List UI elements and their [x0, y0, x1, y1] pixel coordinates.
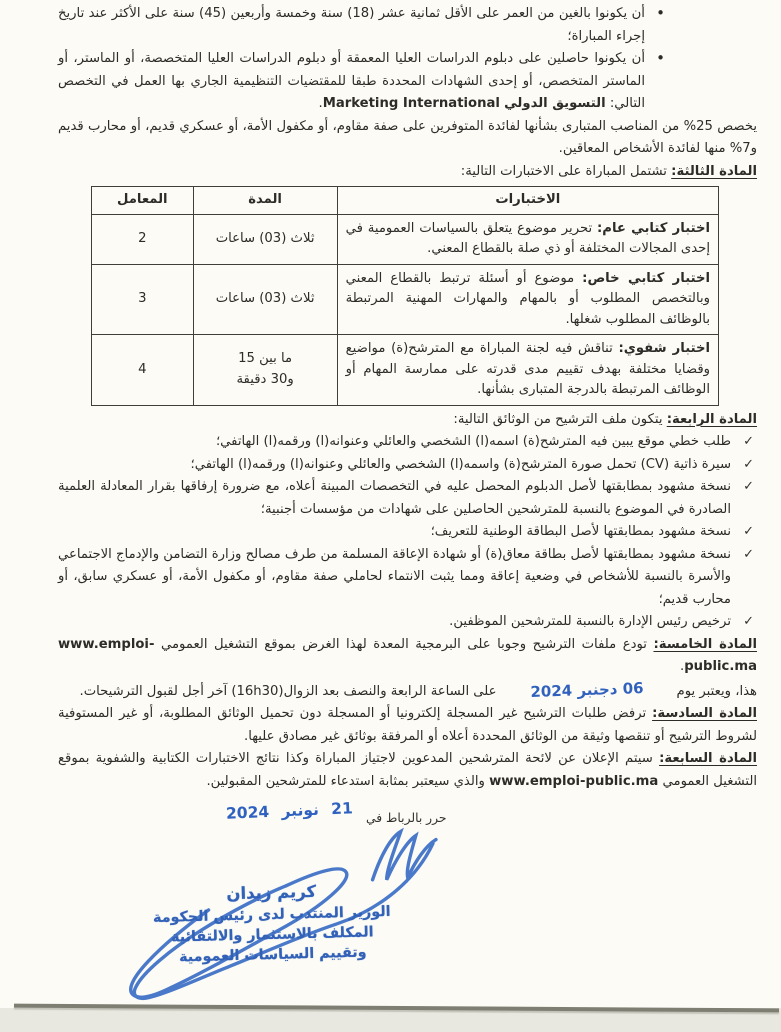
- deadline-post-text: على الساعة الرابعة والنصف بعد الزوال(16h30) آخر أجل لقبول الترشيحات.: [79, 683, 497, 699]
- checklist-item-cv: ✓ سيرة ذاتية (CV) تحمل صورة المترشح(ة) واسمه(ا) الشخصي والعائلي وعنوانه(ا) ورقمه(ا) الهاتفي؛: [58, 454, 757, 477]
- exam-duration: ثلاث (03) ساعات: [193, 214, 337, 264]
- checklist-item-request: ✓ طلب خطي موقع يبين فيه المترشح(ة) اسمه(ا) الشخصي والعائلي وعنوانه(ا) ورقمه(ا) الهاتفي؛: [58, 431, 757, 454]
- exam-name: اختبار كتابي عام:: [597, 220, 710, 236]
- article-7-end: والذي سيعتبر بمثابة استدعاء للمترشحين المقبولين.: [206, 773, 485, 789]
- article-6-text: ترفض طلبات الترشيح غير المسجلة إلكترونيا أو المسجلة دون تحميل الوثائق المطلوبة، أو غير المستوفية لشروط الترشيح أو تنقصها وثيقة من الوثائق المحددة أعلاه أو المرفقة بوثائق غير مصادق عليها.: [58, 706, 757, 744]
- signature-date-stamp: 21 نونبر 2024: [225, 799, 354, 823]
- article-7-paragraph: [58, 748, 757, 793]
- header-tests: الاختبارات: [337, 187, 718, 215]
- official-stamp-text: [145, 878, 399, 969]
- deadline-line: [58, 679, 757, 704]
- bullet-icon: •: [656, 49, 665, 67]
- checklist-item-admin-authorization: ✓ ترخيص رئيس الإدارة بالنسبة للمترشحين الموظفين.: [58, 611, 757, 634]
- signer-title-line2: المكلف بالاستثمار والالتقائية: [170, 924, 374, 946]
- article-3-text: تشتمل المباراة على الاختبارات التالية:: [460, 163, 667, 179]
- article-6-paragraph: [58, 703, 757, 748]
- exam-table: [91, 186, 719, 406]
- exam-name: اختبار كتابي خاص:: [582, 270, 710, 286]
- article-5-paragraph: [58, 634, 757, 679]
- header-duration: المدة: [193, 187, 337, 215]
- check-icon: ✓: [743, 546, 754, 562]
- article-7-label: المادة السابعة:: [659, 751, 757, 766]
- check-icon: ✓: [743, 434, 754, 449]
- bullet-icon: •: [656, 4, 665, 22]
- check-icon: ✓: [743, 524, 754, 539]
- article-6-label: المادة السادسة:: [652, 706, 758, 721]
- check-icon: ✓: [743, 456, 754, 472]
- exam-duration: ثلاث (03) ساعات: [193, 264, 337, 335]
- checklist-item-disability-card: ✓ نسخة مشهود بمطابقتها لأصل بطاقة معاق(ة) أو شهادة الإعاقة المسلمة من طرف مصالح وزارة التضامن والإدماج الاجتماعي والأسرة بالنسبة للأشخاص في وضعية إعاقة ومما يثبت الانتماء لحاملي صفة مقاوم، أو مكفول الأمة، أو عسكري سابق، أو محارب قديم؛: [58, 544, 757, 612]
- article-3-heading: [58, 161, 757, 184]
- emploi-public-url: www.emploi-public.ma: [58, 636, 757, 674]
- table-header-row: [92, 187, 719, 215]
- exam-coefficient: 2: [92, 214, 194, 264]
- article-5-text: تودع ملفات الترشيح وجوبا على البرمجية المعدة لهذا الغرض بموقع التشغيل العمومي: [160, 636, 647, 652]
- emploi-public-url: www.emploi-public.ma: [489, 773, 659, 789]
- table-row: [92, 264, 719, 335]
- exam-description: تحرير موضوع يتعلق بالسياسات العمومية في إحدى المجالات المختلفة أو ذي صلة بالقطاع المعني.: [345, 220, 710, 256]
- sentence-period: .: [680, 659, 685, 674]
- exam-duration: ما بين 15 و30 دقيقة: [193, 335, 337, 406]
- table-row: [92, 214, 719, 264]
- exam-description: تناقش فيه لجنة المباراة مع المترشح(ة) مواضيع وقضايا مختلفة بهدف تقييم مدى قدرته على ممارسة المهام أو الوظائف المرتبطة بالدرجة المتبارى بشأنها.: [345, 341, 710, 397]
- article-5-label: المادة الخامسة:: [653, 636, 757, 652]
- article-4-label: المادة الرابعة:: [666, 411, 757, 427]
- specialty-english: Marketing International: [322, 96, 500, 111]
- article-3-label: المادة الثالثة:: [671, 163, 757, 179]
- exam-name: اختبار شفوي:: [618, 341, 710, 356]
- drafted-at-text: حرر بالرباط في: [366, 811, 447, 825]
- check-icon: ✓: [743, 479, 754, 494]
- table-row: [92, 335, 719, 406]
- signer-title-line1: الوزير المنتدب لدى رئيس الحكومة: [152, 903, 391, 927]
- exam-description: موضوع أو أسئلة ترتبط بالقطاع المعني وبالتخصص المطلوب أو بالمهام والمهارات المهنية المرتبطة بالوظائف المطلوب شغلها.: [345, 270, 710, 327]
- checklist-item-id-card: ✓ نسخة مشهود بمطابقتها لأصل البطاقة الوطنية للتعريف؛: [58, 521, 757, 544]
- exam-coefficient: 4: [92, 335, 194, 406]
- exam-coefficient: 3: [92, 264, 194, 335]
- header-coefficient: المعامل: [92, 187, 194, 215]
- article-7-text: سيتم الإعلان عن لائحة المترشحين المدعوين لاجتياز المباراة وكذا نتائج الاختبارات الكتابية والشفوية بموقع التشغيل العمومي: [58, 751, 757, 789]
- exam-table-header: [92, 187, 719, 215]
- exam-written-special: [337, 264, 718, 335]
- document-content: [58, 3, 757, 1032]
- specialty-arabic: التسويق الدولي: [504, 96, 606, 111]
- quota-paragraph: يخصص 25% من المناصب المتبارى بشأنها لفائدة المتوفرين على صفة مقاوم، أو مكفول الأمة، أو عسكري قديم، أو محارب قديم و7% منها لفائدة الأشخاص المعاقين.: [58, 118, 757, 156]
- eligibility-bullet-diploma: [58, 48, 665, 116]
- signer-title-line3: وتقييم السياسات العمومية: [178, 944, 367, 966]
- signer-name: كريم زيدان: [226, 881, 317, 904]
- eligibility-bullet-age: [58, 3, 665, 48]
- exam-oral: [337, 335, 718, 406]
- article-4-text: يتكون ملف الترشيح من الوثائق التالية:: [453, 411, 663, 427]
- deadline-date-stamp: 06 دجنبر 2024: [529, 678, 644, 701]
- eligibility-age-text: أن يكونوا بالغين من العمر على الأقل ثمانية عشر (18) سنة وخمسة وأربعين (45) سنة على الأكثر عند تاريخ إجراء المباراة؛: [58, 6, 645, 44]
- article-4-heading: [58, 409, 757, 432]
- signature-block: [58, 797, 757, 1032]
- exam-written-general: [337, 214, 718, 264]
- eligibility-diploma-text: أن يكونوا حاصلين على دبلوم الدراسات العليا المعمقة أو دبلوم الدراسات العليا المتخصصة، أو الماستر، أو الماستر المتخصص، أو إحدى الشهادات المحددة طبقا للمقتضيات التنظيمية الجاري بها العمل في التخصص التالي:: [58, 51, 645, 111]
- sentence-period: .: [318, 96, 323, 111]
- checklist-item-diploma-copy: ✓ نسخة مشهود بمطابقتها لأصل الدبلوم المحصل عليه في التخصصات المبينة أعلاه، مع ضرورة إرفاقها بقرار المعادلة العلمية الصادرة في الموضوع بالنسبة للمترشحين الحاصلين على شهادات من مؤسسات أجنبية؛: [58, 476, 757, 521]
- deadline-pre-text: هذا، ويعتبر يوم: [676, 683, 757, 699]
- check-icon: ✓: [743, 614, 754, 629]
